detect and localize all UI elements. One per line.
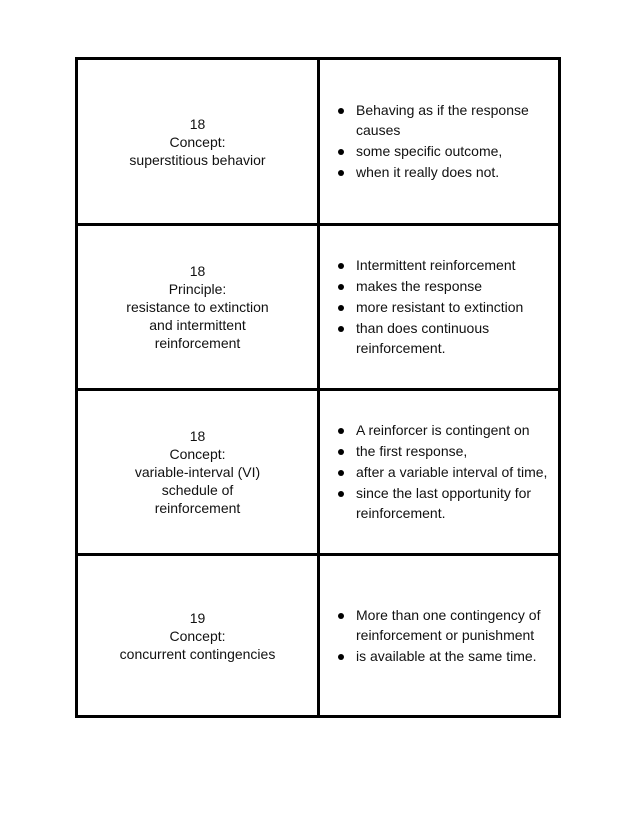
card-2-definition-cell	[320, 226, 558, 391]
card-2-term	[126, 262, 268, 352]
card-1-type: Concept:	[169, 133, 226, 150]
card-4-definition-cell	[320, 556, 558, 715]
card-2-title-line: reinforcement	[154, 335, 241, 351]
card-3-bullet: since the last opportunity for reinforcement.	[336, 483, 552, 523]
card-4-chapter: 19	[189, 609, 206, 626]
card-1-term	[129, 115, 265, 169]
card-1-term-cell	[78, 60, 320, 226]
card-4-bullet: More than one contingency of reinforcement or punishment	[336, 605, 552, 645]
card-1-bullet: some specific outcome,	[336, 141, 552, 161]
card-3-title-line: variable-interval (VI)	[134, 464, 261, 480]
card-3-bullet: A reinforcer is contingent on	[336, 420, 552, 440]
card-4-bullet: is available at the same time.	[336, 646, 552, 666]
card-2-term-cell	[78, 226, 320, 391]
card-2-bullet: Intermittent reinforcement	[336, 255, 552, 275]
card-3-bullet: the first response,	[336, 441, 552, 461]
card-3-type: Concept:	[169, 446, 226, 462]
card-4-type: Concept:	[169, 627, 226, 644]
card-2-definition	[320, 255, 558, 359]
card-4-term-cell	[78, 556, 320, 715]
card-3-definition	[320, 420, 558, 524]
card-3-term-cell	[78, 391, 320, 556]
card-4-term	[120, 609, 276, 663]
card-2-bullet: makes the response	[336, 276, 552, 296]
card-1-title: superstitious behavior	[129, 151, 266, 168]
card-2-bullet: more resistant to extinction	[336, 297, 552, 317]
flashcard-table	[75, 57, 561, 718]
card-3-title-line: schedule of	[161, 482, 234, 498]
card-4-definition	[320, 605, 558, 667]
card-1-definition	[320, 100, 558, 183]
card-3-title-line: reinforcement	[154, 500, 241, 516]
card-1-chapter: 18	[189, 115, 206, 132]
card-2-chapter: 18	[189, 263, 206, 279]
card-2-title-line: and intermittent	[149, 317, 246, 333]
card-2-title-line: resistance to extinction	[126, 299, 269, 315]
card-2-bullet: than does continuous reinforcement.	[336, 318, 552, 358]
card-1-bullet: when it really does not.	[336, 162, 552, 182]
card-3-chapter: 18	[189, 428, 206, 444]
card-4-title: concurrent contingencies	[119, 645, 276, 662]
card-1-bullet: Behaving as if the response causes	[336, 100, 552, 140]
card-3-term	[135, 427, 260, 517]
card-3-definition-cell	[320, 391, 558, 556]
card-2-type: Principle:	[168, 281, 227, 297]
card-1-definition-cell	[320, 60, 558, 226]
card-3-bullet: after a variable interval of time,	[336, 462, 552, 482]
